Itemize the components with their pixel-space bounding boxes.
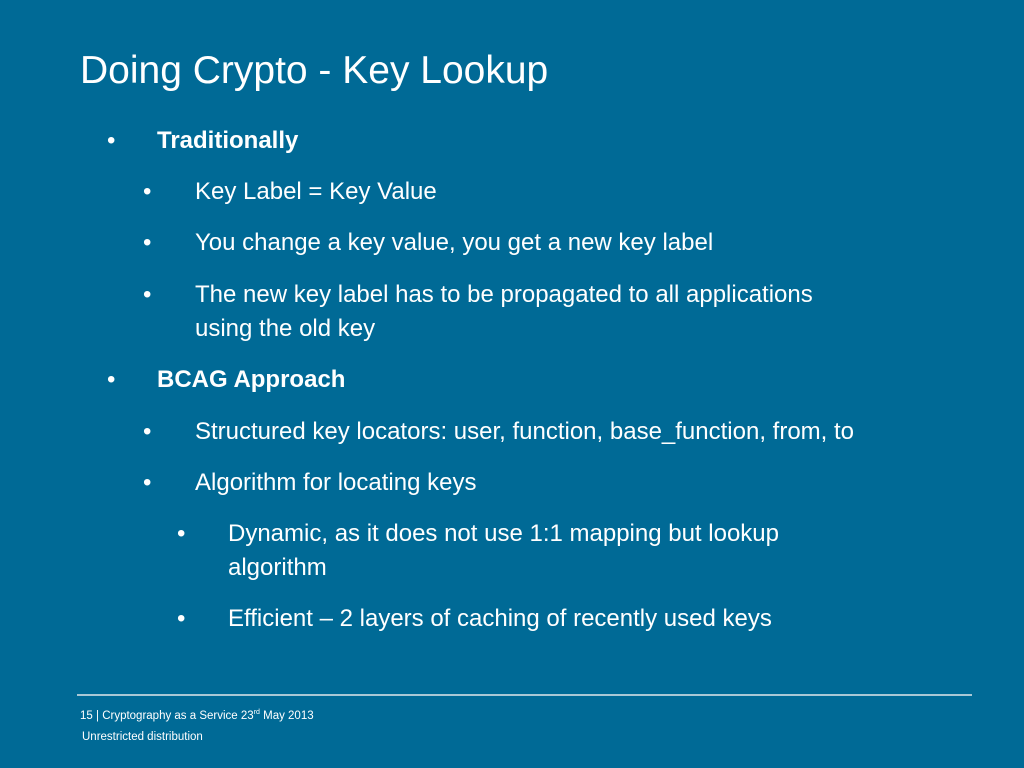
footer-divider [77,694,972,696]
footer-event-text: Cryptography as a Service 23 [102,710,254,722]
bullet-text: Efficient – 2 layers of caching of recently used keys [228,605,772,632]
footer-superscript: rd [253,709,260,717]
bullet-marker: • [107,366,116,393]
bullet-text: using the old key [195,315,376,342]
bullet-text: The new key label has to be propagated to all applications [195,281,813,308]
page-number: 15 [80,710,93,722]
bullet-text: Traditionally [157,127,299,154]
bullet-marker: • [143,281,152,308]
footer-line [80,709,314,723]
bullet-marker: • [143,469,152,496]
bullet-text: BCAG Approach [157,366,346,393]
bullet-marker: • [143,229,152,256]
footer-separator: | [92,710,103,722]
bullet-marker: • [107,127,116,154]
bullet-text: You change a key value, you get a new key label [195,229,714,256]
bullet-text: Algorithm for locating keys [195,469,477,496]
bullet-text: Dynamic, as it does not use 1:1 mapping but lookup [228,520,779,547]
bullet-text: Key Label = Key Value [195,178,437,205]
distribution-label: Unrestricted distribution [82,731,203,743]
bullet-marker: • [177,605,186,632]
bullet-marker: • [143,418,152,445]
slide-title: Doing Crypto - Key Lookup [80,49,549,92]
bullet-text: Structured key locators: user, function, base_function, from, to [195,418,855,445]
bullet-text: algorithm [228,554,327,581]
bullet-marker: • [177,520,186,547]
footer-date-text: May 2013 [259,710,314,722]
bullet-marker: • [143,178,152,205]
